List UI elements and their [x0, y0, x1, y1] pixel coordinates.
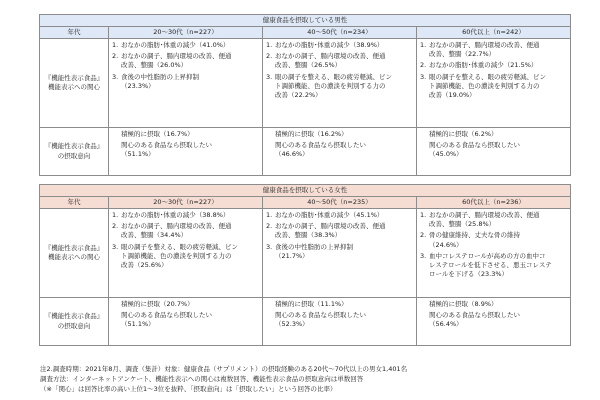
list-item — [266, 211, 413, 220]
row-label — [40, 39, 109, 128]
list-item — [112, 243, 259, 271]
list-item — [112, 52, 259, 70]
list-item — [420, 231, 567, 249]
intent-line: 関心のある食品なら摂取したい — [429, 141, 520, 150]
row-label — [40, 298, 109, 346]
female-title: 健康食品を摂取している女性 — [40, 185, 571, 197]
list-item-line: 眼の調子を整える、眼の疲労軽減、ピン — [121, 242, 238, 251]
intent-cell — [263, 128, 417, 176]
note-line: 注2.調査時期：2021年8月、調査（集計）対象：健康食品（サプリメント）の摂取経験のある20代～70代以上の男女1,401名 — [40, 365, 408, 373]
list-item-number: 3. — [266, 72, 273, 81]
list-item-line: おなかの脂肪･体重の減少（38.9%） — [275, 41, 384, 49]
list-item — [266, 52, 413, 70]
list-item-number: 3. — [112, 72, 119, 81]
age-header: 年代 — [40, 27, 109, 39]
list-item-line: 改善（22.2%） — [275, 91, 322, 100]
list-item-text — [429, 73, 567, 101]
intent-item — [429, 141, 567, 159]
intent-line: 積極的に摂取（8.9%） — [429, 300, 498, 308]
list-item-number: 2. — [112, 52, 119, 61]
row-label-line: の摂取意向 — [57, 151, 91, 160]
intent-line: （52.3%） — [275, 320, 309, 329]
intent-line: 積極的に摂取（11.1%） — [275, 300, 348, 308]
list-item-line: 眼の調子を整える、眼の疲労軽減、ピン — [429, 72, 546, 81]
male-header-row — [40, 27, 571, 39]
column-header: 40～50代（n=235） — [263, 197, 417, 209]
intent-item — [429, 311, 567, 329]
intent-item — [121, 311, 259, 329]
interest-cell — [263, 39, 417, 128]
row-label-line: 機能表示への関心 — [48, 83, 100, 91]
list-item — [420, 41, 567, 59]
intent-line: 積極的に摂取（20.7%） — [121, 300, 194, 308]
list-item-line: おなかの調子、腸内環境の改善、便通 — [429, 41, 540, 49]
intent-item — [121, 141, 259, 159]
female-title-row — [40, 185, 571, 197]
list-item-line: おなかの調子、腸内環境の改善、便通 — [121, 52, 232, 61]
list-item-text — [429, 252, 567, 280]
intent-cell — [417, 298, 571, 346]
row-label-line: 『機能性表示食品』 — [44, 312, 104, 321]
note-line: （※「関心」は回答比率の高い上位1～3位を抜粋、「摂取意向」は「摂取したい」という回答の比率） — [40, 385, 337, 394]
list-item-number: 3. — [266, 242, 273, 251]
list-item-text — [429, 231, 567, 249]
list-item-line: ロールを下げる（23.3%） — [429, 270, 509, 279]
list-item-number: 2. — [420, 231, 427, 240]
list-item-line: （21.7%） — [275, 251, 309, 260]
interest-cell — [109, 39, 263, 128]
list-item-line: 改善、整腸（26.0%） — [121, 61, 188, 70]
list-item-number: 3. — [112, 242, 119, 251]
intent-item — [121, 130, 259, 139]
interest-cell — [263, 209, 417, 298]
intent-item — [275, 130, 413, 139]
intent-line: 積極的に摂取（16.2%） — [275, 130, 348, 138]
list-item-line: 眼の調子を整える、眼の疲労軽減、ピン — [275, 72, 392, 81]
list-item — [112, 211, 259, 220]
list-item-text — [275, 52, 413, 70]
list-item-line: 改善、整腸（22.7%） — [429, 50, 496, 59]
list-item-text — [275, 211, 413, 220]
list-item-text — [275, 41, 413, 50]
list-item — [266, 243, 413, 261]
list-item-text — [121, 73, 259, 91]
list-item-text — [121, 41, 259, 50]
list-item-line: ト調節機能、色の濃淡を判別する力の — [121, 251, 232, 260]
list-item — [112, 41, 259, 50]
list-item-line: ト調節機能、色の濃淡を判別する力の — [275, 81, 386, 90]
male-intent-row — [40, 128, 571, 176]
male-table — [39, 14, 571, 176]
intent-line: （46.6%） — [275, 150, 309, 159]
note-line: 調査方法：インターネットアンケート、機能性表示への関心は複数回答、機能性表示食品の摂取意向は単数回答 — [40, 375, 364, 384]
row-label-line: の摂取意向 — [57, 321, 91, 330]
intent-item — [121, 300, 259, 309]
list-item — [266, 41, 413, 50]
intent-item — [275, 311, 413, 329]
column-header: 60代以上（n=236） — [417, 197, 571, 209]
list-item — [420, 252, 567, 280]
intent-line: 関心のある食品なら摂取したい — [121, 141, 212, 150]
interest-cell — [417, 39, 571, 128]
list-item-text — [121, 52, 259, 70]
list-item-text — [275, 73, 413, 101]
intent-line: 積極的に摂取（16.7%） — [121, 130, 194, 138]
intent-item — [275, 300, 413, 309]
list-item — [420, 61, 567, 70]
list-item-line: （24.6%） — [429, 240, 463, 249]
row-label — [40, 128, 109, 176]
list-item-line: おなかの脂肪･体重の減少（38.8%） — [121, 211, 230, 219]
intent-line: 関心のある食品なら摂取したい — [275, 311, 366, 320]
list-item-line: 改善、整腸（34.4%） — [121, 231, 188, 240]
list-item-number: 1. — [266, 211, 273, 219]
interest-cell — [109, 209, 263, 298]
intent-cell — [417, 128, 571, 176]
intent-item — [429, 130, 567, 139]
row-label — [40, 209, 109, 298]
intent-cell — [109, 128, 263, 176]
intent-item — [429, 300, 567, 309]
list-item-text — [275, 243, 413, 261]
list-item-line: ト調節機能、色の濃淡を判別する力の — [429, 81, 540, 90]
intent-line: 関心のある食品なら摂取したい — [429, 311, 520, 320]
list-item-text — [121, 222, 259, 240]
list-item-line: おなかの調子、腸内環境の改善、便通 — [429, 211, 540, 219]
list-item-line: 骨の健康維持、丈夫な骨の維持 — [429, 231, 520, 240]
row-label-line: 『機能性表示食品』 — [44, 73, 104, 82]
list-item-number: 1. — [112, 41, 119, 49]
list-item-line: おなかの調子、腸内環境の改善、便通 — [275, 52, 386, 61]
intent-line: （56.4%） — [429, 320, 463, 329]
row-label-line: 『機能性表示食品』 — [44, 243, 104, 252]
female-intent-row — [40, 298, 571, 346]
list-item-text — [429, 211, 567, 229]
notes — [40, 364, 580, 394]
intent-item — [275, 141, 413, 159]
list-item-number: 1. — [266, 41, 273, 49]
list-item-line: おなかの脂肪･体重の減少（21.5%） — [429, 61, 538, 70]
list-item-number: 2. — [266, 52, 273, 61]
female-header-row — [40, 197, 571, 209]
list-item-line: おなかの調子、腸内環境の改善、便通 — [121, 222, 232, 231]
list-item-line: 改善（25.6%） — [121, 261, 168, 270]
list-item-line: 食後の中性脂肪の上昇抑制 — [275, 242, 353, 251]
male-interest-row — [40, 39, 571, 128]
list-item — [112, 73, 259, 91]
female-table — [39, 184, 571, 346]
intent-line: （51.1%） — [121, 320, 155, 329]
list-item — [420, 211, 567, 229]
list-item-line: 改善（19.0%） — [429, 91, 476, 100]
column-header: 20～30代（n=227） — [109, 27, 263, 39]
list-item-line: おなかの脂肪･体重の減少（41.0%） — [121, 41, 230, 49]
age-header: 年代 — [40, 197, 109, 209]
list-item-line: レステロールを低下させる、悪玉コレステ — [429, 261, 552, 270]
list-item-number: 3. — [420, 251, 427, 260]
intent-line: （45.0%） — [429, 150, 463, 159]
list-item-text — [429, 41, 567, 59]
list-item — [266, 73, 413, 101]
list-item — [420, 73, 567, 101]
list-item-number: 2. — [420, 61, 427, 70]
list-item-text — [121, 243, 259, 271]
column-header: 40～50代（n=234） — [263, 27, 417, 39]
intent-cell — [109, 298, 263, 346]
list-item-text — [275, 222, 413, 240]
list-item-line: 血中コレステロールが高めの方の血中コ — [429, 251, 546, 260]
list-item-number: 3. — [420, 72, 427, 81]
list-item-number: 2. — [266, 222, 273, 231]
female-interest-row — [40, 209, 571, 298]
list-item-line: おなかの調子、腸内環境の改善、便通 — [275, 222, 386, 231]
intent-line: 関心のある食品なら摂取したい — [121, 311, 212, 320]
list-item-line: （23.3%） — [121, 81, 155, 90]
list-item-line: おなかの脂肪･体重の減少（45.1%） — [275, 211, 384, 219]
list-item-line: 食後の中性脂肪の上昇抑制 — [121, 72, 199, 81]
row-label-line: 『機能性表示食品』 — [44, 142, 104, 151]
male-title-row — [40, 15, 571, 27]
column-header: 20～30代（n=227） — [109, 197, 263, 209]
list-item-line: 改善、整腸（25.8%） — [429, 220, 496, 229]
intent-line: 関心のある食品なら摂取したい — [275, 141, 366, 150]
intent-cell — [263, 298, 417, 346]
list-item-number: 2. — [112, 222, 119, 231]
list-item — [266, 222, 413, 240]
list-item-line: 改善、整腸（26.5%） — [275, 61, 342, 70]
list-item-text — [121, 211, 259, 220]
list-item-line: 改善、整腸（38.3%） — [275, 231, 342, 240]
interest-cell — [417, 209, 571, 298]
list-item-number: 1. — [420, 211, 427, 219]
list-item-text — [429, 61, 567, 70]
intent-line: （51.1%） — [121, 150, 155, 159]
male-title: 健康食品を摂取している男性 — [40, 15, 571, 27]
list-item — [112, 222, 259, 240]
row-label-line: 機能表示への関心 — [48, 253, 100, 261]
list-item-number: 1. — [112, 211, 119, 219]
column-header: 60代以上（n=242） — [417, 27, 571, 39]
intent-line: 積極的に摂取（6.2%） — [429, 130, 498, 138]
list-item-number: 1. — [420, 41, 427, 49]
